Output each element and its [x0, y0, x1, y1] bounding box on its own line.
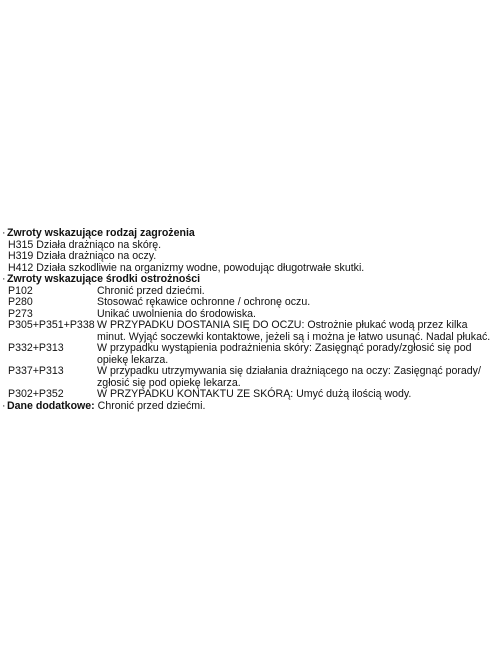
p-text: W przypadku wystąpienia podrażnienia skóry: Zasięgnąć porady/zgłosić się pod opiekę lekarza.	[97, 342, 472, 366]
additional-data-line	[2, 401, 496, 413]
hazard-statement-h319: H319 Działa drażniąco na oczy.	[8, 250, 157, 262]
p-code: P305+P351+P338	[8, 319, 95, 331]
p-text: Stosować rękawice ochronne / ochronę oczu.	[97, 296, 311, 308]
p-text: W PRZYPADKU DOSTANIA SIĘ DO OCZU: Ostrożnie płukać wodą przez kilka minut. Wyjąć soczewki kontaktowe, jeżeli są i można je łatwo usunąć. Nadal płukać.	[97, 319, 491, 343]
p-code: P302+P352	[8, 388, 64, 400]
additional-data-title: Dane dodatkowe:	[7, 399, 95, 412]
section-bullet: ·	[2, 227, 6, 239]
section-bullet: ·	[2, 399, 6, 412]
p-text: Unikać uwolnienia do środowiska.	[97, 307, 256, 320]
additional-data-text: Chronić przed dziećmi.	[94, 399, 206, 412]
sds-label-elements	[2, 228, 496, 412]
precautionary-statement-row	[2, 320, 496, 343]
p-code: P332+P313	[8, 342, 64, 354]
p-code: P337+P313	[8, 365, 64, 377]
p-code: P102	[8, 284, 33, 297]
precautionary-statement-row	[2, 343, 496, 366]
precautionary-statements-heading	[2, 274, 496, 286]
precautionary-statement-row	[2, 297, 496, 309]
hazard-statement-h412: H412 Działa szkodliwie na organizmy wodne, powodując długotrwałe skutki.	[8, 261, 365, 274]
p-code: P273	[8, 307, 33, 320]
p-text: W PRZYPADKU KONTAKTU ZE SKÓRĄ: Umyć dużą ilością wody.	[97, 388, 412, 400]
hazard-statements-title: Zwroty wskazujące rodzaj zagrożenia	[7, 227, 195, 239]
p-text: Chronić przed dziećmi.	[97, 284, 205, 297]
section-bullet: ·	[2, 273, 6, 285]
p-text: W przypadku utrzymywania się działania drażniącego na oczy: Zasięgnąć porady/ zgłosić się pod opiekę lekarza.	[97, 365, 481, 389]
p-code: P280	[8, 296, 33, 308]
precautionary-statements-title: Zwroty wskazujące środki ostrożności	[7, 273, 201, 285]
precautionary-statement-row	[2, 366, 496, 389]
hazard-statements-heading	[2, 228, 496, 240]
hazard-statement-h315: H315 Działa drażniąco na skórę.	[8, 238, 162, 251]
